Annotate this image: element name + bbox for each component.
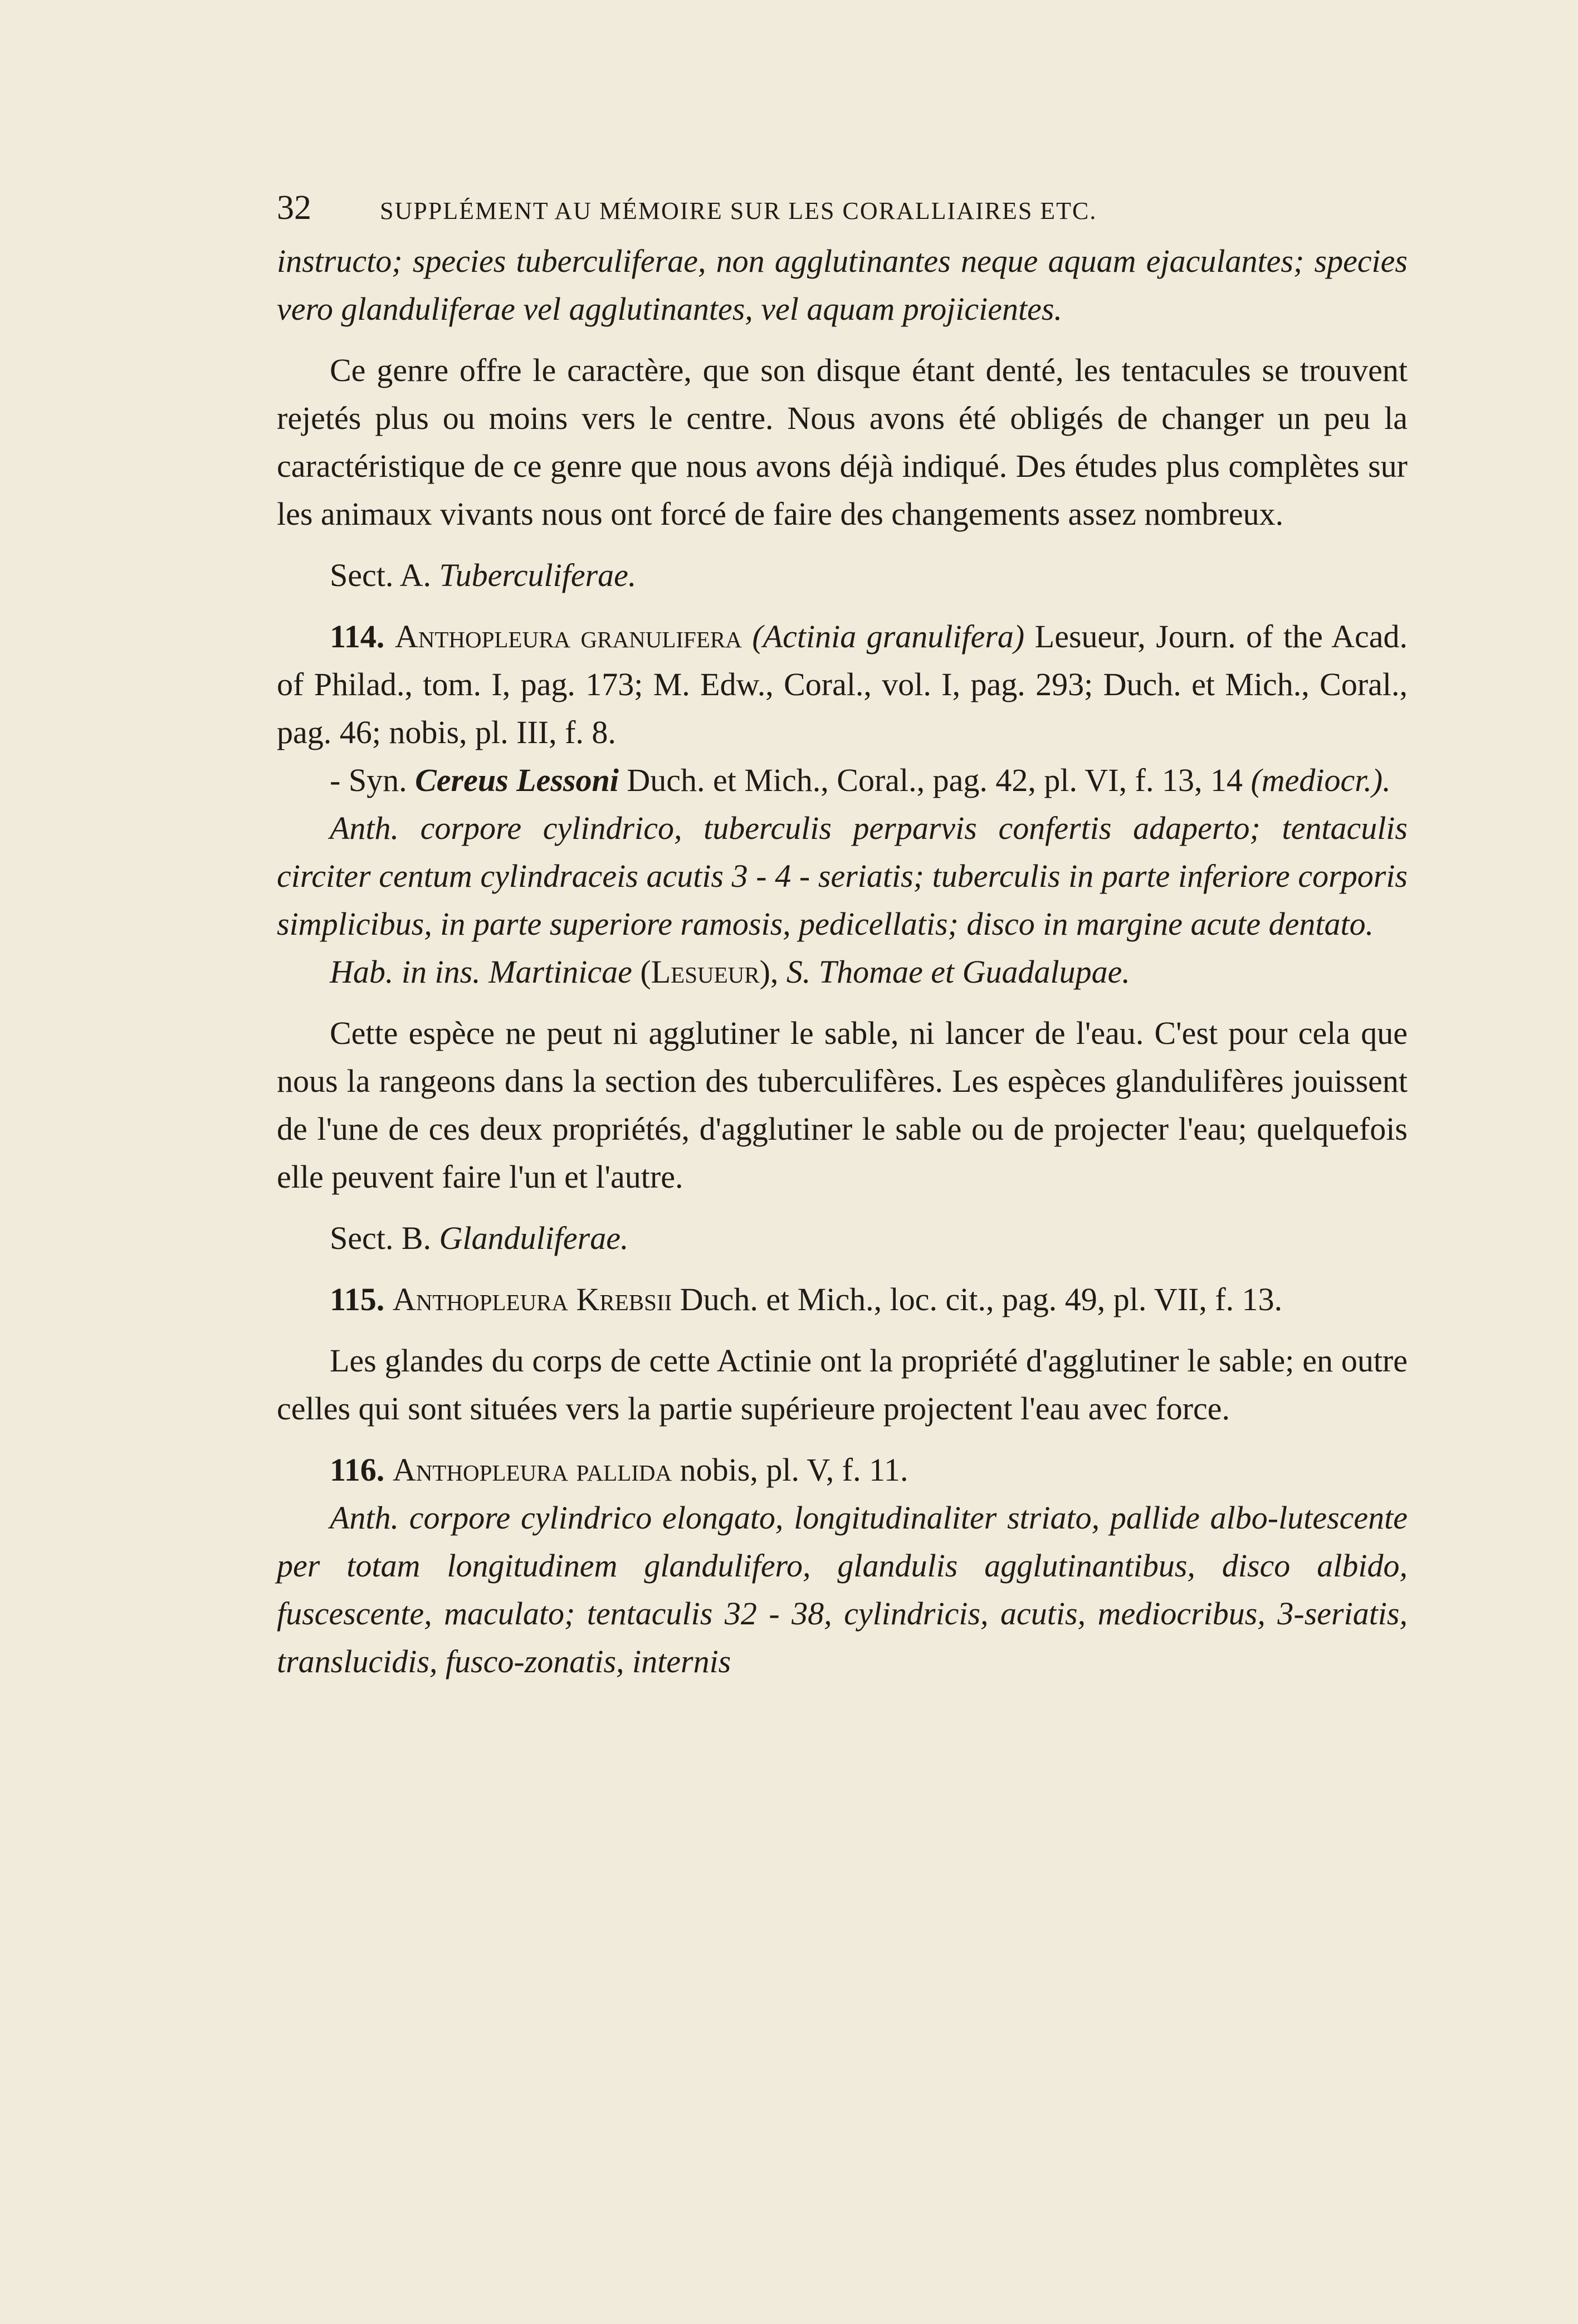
entry-116-number: 116.: [330, 1452, 385, 1488]
entry-116-heading: [277, 1446, 1408, 1494]
entry-114-genus: Anthopleura granulifera: [394, 618, 742, 655]
entry-114-syn-note: (mediocr.).: [1250, 762, 1391, 798]
entry-115-genus: Anthopleura Krebsii: [392, 1281, 672, 1317]
genre-paragraph: Ce genre offre le caractère, que son disque étant denté, les tentacules se trouvent rejetés plus ou moins vers le centre. Nous avons été obligés de changer un peu la caractéristique de ce genre que nous avons déjà indiqué. Des études plus complètes sur les animaux vivants nous ont forcé de faire des changements assez nombreux.: [277, 352, 1408, 532]
entry-114-hab-author: (Lesueur),: [640, 954, 779, 990]
section-b-label: Sect. B.: [330, 1220, 432, 1256]
entry-114-reference: Lesueur, Journ. of the Acad. of Philad., tom. I, pag. 173; M. Edw., Coral., vol. I, pag. 293; Duch. et Mich., Coral., pag. 46; nobis, pl. III, f. 8.: [277, 618, 1408, 750]
entry-114-heading: [277, 613, 1408, 756]
section-a-heading: [277, 551, 1408, 599]
entry-115-heading: [277, 1276, 1408, 1324]
entry-114-comment: Cette espèce ne peut ni agglutiner le sable, ni lancer de l'eau. C'est pour cela que nous la rangeons dans la section des tuberculifères. Les espèces glandulifères jouissent de l'une de ces deux propriétés, d'agglutiner le sable ou de projecter l'eau; quelquefois elle peuvent faire l'un et l'autre.: [277, 1015, 1408, 1195]
entry-114-hab-place1: Martinicae: [488, 954, 632, 990]
entry-114-habitat: [277, 948, 1408, 996]
entry-114-hab-place2: S. Thomae et Guadalupae.: [786, 954, 1130, 990]
entry-114-syn-prefix: - Syn.: [330, 762, 407, 798]
section-b-heading: [277, 1214, 1408, 1262]
text-block: [277, 184, 1408, 1686]
entry-115-number: 115.: [330, 1281, 385, 1317]
entry-114-syn-name: Cereus Lessoni: [415, 762, 619, 798]
entry-114-synonym: (Actinia granulifera): [752, 618, 1025, 655]
intro-latin-paragraph: instructo; species tuberculiferae, non agglutinantes neque aquam ejaculantes; species vero glanduliferae vel agglutinantes, vel aquam projicientes.: [277, 243, 1408, 327]
entry-115-reference: Duch. et Mich., loc. cit., pag. 49, pl. VII, f. 13.: [680, 1281, 1283, 1317]
entry-114-syn-ref: Duch. et Mich., Coral., pag. 42, pl. VI, f. 13, 14: [627, 762, 1243, 798]
entry-114-synonymy: [277, 756, 1408, 804]
entry-114-number: 114.: [330, 618, 385, 655]
section-a-name: Tuberculiferae.: [439, 557, 637, 593]
entry-115-comment: Les glandes du corps de cette Actinie ont la propriété d'agglutiner le sable; en outre celles qui sont situées vers la partie supérieure projectent l'eau avec force.: [277, 1342, 1408, 1427]
entry-116-diagnosis: Anth. corpore cylindrico elongato, longitudinaliter striato, pallide albo-lutescente per totam longitudinem glandulifero, glandulis agglutinantibus, disco albido, fuscescente, maculato; tentaculis 32 - 38, cylindricis, acutis, mediocribus, 3-seriatis, translucidis, fusco-zonatis, internis: [277, 1500, 1408, 1679]
entry-116-reference: nobis, pl. V, f. 11.: [680, 1452, 908, 1488]
entry-114-hab-label: Hab. in ins.: [330, 954, 481, 990]
running-head: [277, 184, 1408, 234]
section-b-name: Glanduliferae.: [439, 1220, 629, 1256]
page-number: 32: [277, 189, 311, 227]
entry-116-genus: Anthopleura pallida: [392, 1452, 672, 1488]
entry-114-diagnosis: Anth. corpore cylindrico, tuberculis perparvis confertis adaperto; tentaculis circiter centum cylindraceis acutis 3 - 4 - seriatis; tuberculis in parte inferiore corporis simplicibus, in parte superiore ramosis, pedicellatis; disco in margine acute dentato.: [277, 810, 1408, 942]
running-title: SUPPLÉMENT AU MÉMOIRE SUR LES CORALLIAIRES ETC.: [380, 197, 1097, 224]
section-a-label: Sect. A.: [330, 557, 432, 593]
